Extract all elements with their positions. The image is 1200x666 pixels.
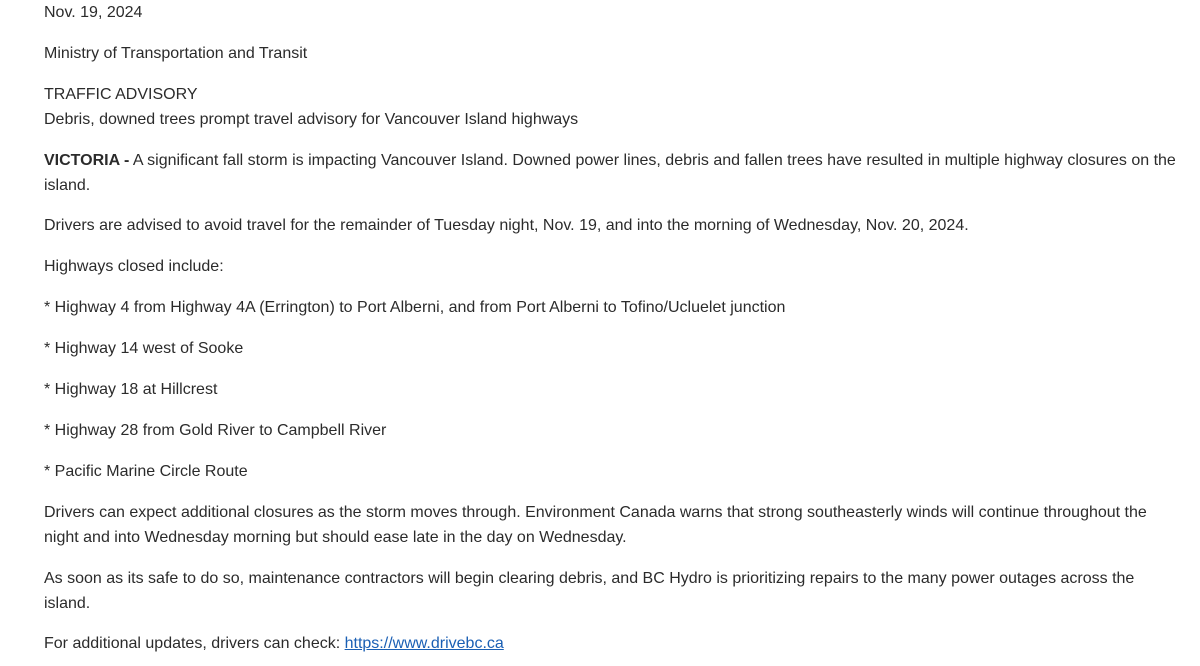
advisory-document (44, 0, 1184, 656)
maintenance-paragraph: As soon as its safe to do so, maintenance contractors will begin clearing debris, and BC Hydro is prioritizing repairs to the many power outages across the island. (44, 570, 1135, 612)
advisory-headline: Debris, downed trees prompt travel advisory for Vancouver Island highways (44, 111, 579, 128)
updates-paragraph (44, 631, 1180, 656)
advisory-type: TRAFFIC ADVISORY (44, 86, 198, 103)
updates-text: For additional updates, drivers can check: (44, 635, 345, 652)
dateline: VICTORIA - (44, 152, 130, 169)
drivers-advised: Drivers are advised to avoid travel for the remainder of Tuesday night, Nov. 19, and into the morning of Wednesday, Nov. 20, 2024. (44, 217, 969, 234)
closure-item: * Highway 28 from Gold River to Campbell River (44, 422, 387, 439)
lead-paragraph (44, 148, 1180, 198)
release-date: Nov. 19, 2024 (44, 4, 143, 21)
closure-item: * Highway 14 west of Sooke (44, 340, 244, 357)
closure-item: * Highway 18 at Hillcrest (44, 381, 218, 398)
drivebc-link[interactable]: https://www.drivebc.ca (344, 635, 504, 652)
closure-item: * Highway 4 from Highway 4A (Errington) to Port Alberni, and from Port Alberni to Tofino/Ucluelet junction (44, 299, 786, 316)
closures-intro: Highways closed include: (44, 258, 224, 275)
closure-item: * Pacific Marine Circle Route (44, 463, 248, 480)
ministry-name: Ministry of Transportation and Transit (44, 45, 308, 62)
additional-closures-paragraph: Drivers can expect additional closures as the storm moves through. Environment Canada warns that strong southeasterly winds will continue throughout the night and into Wednesday morning but should ease late in the day on Wednesday. (44, 504, 1147, 546)
lead-text: A significant fall storm is impacting Vancouver Island. Downed power lines, debris and fallen trees have resulted in multiple highway closures on the island. (44, 152, 1176, 194)
